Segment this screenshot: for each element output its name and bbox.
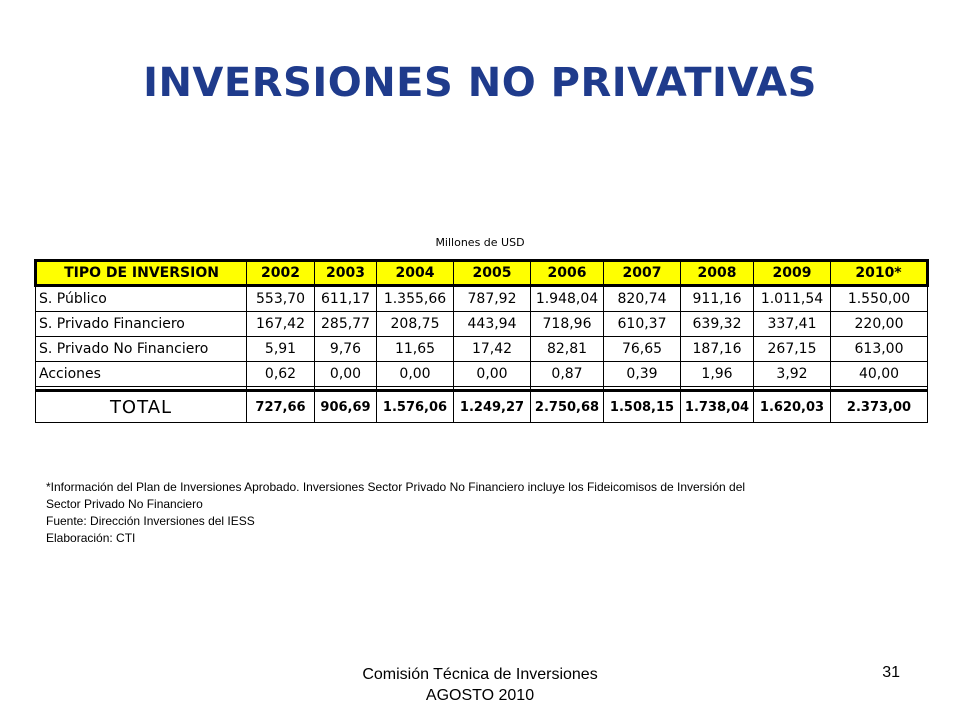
table-cell: 0,00 xyxy=(454,362,531,387)
total-cell: 906,69 xyxy=(315,391,377,423)
header-cell: 2007 xyxy=(604,261,681,286)
total-label: TOTAL xyxy=(36,391,247,423)
footnote-line: *Información del Plan de Inversiones Aprobado. Inversiones Sector Privado No Financiero incluye los Fideicomisos de Inversión del xyxy=(46,480,746,494)
table-cell: 208,75 xyxy=(377,312,454,337)
header-cell: 2002 xyxy=(247,261,315,286)
table-cell: 40,00 xyxy=(831,362,928,387)
table-cell: 911,16 xyxy=(681,286,754,312)
table-cell: 82,81 xyxy=(531,337,604,362)
table-cell: 220,00 xyxy=(831,312,928,337)
table-cell: 0,62 xyxy=(247,362,315,387)
page-number: 31 xyxy=(882,664,900,681)
table-cell: 5,91 xyxy=(247,337,315,362)
table-cell: 167,42 xyxy=(247,312,315,337)
footer-line: Comisión Técnica de Inversiones xyxy=(362,666,598,683)
table-cell: 443,94 xyxy=(454,312,531,337)
table-cell: 187,16 xyxy=(681,337,754,362)
table-cell: 267,15 xyxy=(754,337,831,362)
table-cell: 1,96 xyxy=(681,362,754,387)
table-row xyxy=(36,337,928,362)
units-label: Millones de USD xyxy=(435,236,525,249)
table-cell: 611,17 xyxy=(315,286,377,312)
table-row xyxy=(36,362,928,387)
header-cell: TIPO DE INVERSION xyxy=(36,261,247,286)
table-cell: 553,70 xyxy=(247,286,315,312)
table-cell: 76,65 xyxy=(604,337,681,362)
total-cell: 1.576,06 xyxy=(377,391,454,423)
table-cell: 17,42 xyxy=(454,337,531,362)
slide-footer xyxy=(320,664,640,706)
total-cell: 1.738,04 xyxy=(681,391,754,423)
header-cell: 2006 xyxy=(531,261,604,286)
header-cell: 2005 xyxy=(454,261,531,286)
footnotes xyxy=(46,479,916,547)
total-cell: 1.249,27 xyxy=(454,391,531,423)
footnote-line: Sector Privado No Financiero xyxy=(46,497,203,511)
table-cell: 787,92 xyxy=(454,286,531,312)
source-line: Fuente: Dirección Inversiones del IESS xyxy=(46,514,255,528)
footer-line: AGOSTO 2010 xyxy=(425,687,535,704)
total-cell: 1.620,03 xyxy=(754,391,831,423)
header-cell: 2003 xyxy=(315,261,377,286)
row-label: S. Público xyxy=(36,286,247,312)
table-cell: 613,00 xyxy=(831,337,928,362)
table-cell: 1.355,66 xyxy=(377,286,454,312)
total-cell: 727,66 xyxy=(247,391,315,423)
table-cell: 3,92 xyxy=(754,362,831,387)
table-cell: 11,65 xyxy=(377,337,454,362)
total-cell: 2.750,68 xyxy=(531,391,604,423)
table-cell: 639,32 xyxy=(681,312,754,337)
table-cell: 0,39 xyxy=(604,362,681,387)
table-cell: 610,37 xyxy=(604,312,681,337)
table-row xyxy=(36,286,928,312)
elaboration-line: Elaboración: CTI xyxy=(46,531,136,545)
header-cell: 2008 xyxy=(681,261,754,286)
table-cell: 337,41 xyxy=(754,312,831,337)
table-total-row xyxy=(36,391,928,423)
investments-table xyxy=(34,259,929,423)
total-cell: 2.373,00 xyxy=(831,391,928,423)
slide-title: INVERSIONES NO PRIVATIVAS xyxy=(143,60,817,106)
table-cell: 285,77 xyxy=(315,312,377,337)
table-cell: 1.550,00 xyxy=(831,286,928,312)
row-label: S. Privado Financiero xyxy=(36,312,247,337)
table-cell: 718,96 xyxy=(531,312,604,337)
header-cell: 2009 xyxy=(754,261,831,286)
row-label: Acciones xyxy=(36,362,247,387)
table-cell: 0,00 xyxy=(315,362,377,387)
table-row xyxy=(36,312,928,337)
table-header-row xyxy=(36,261,928,286)
table-cell: 1.011,54 xyxy=(754,286,831,312)
table-cell: 0,00 xyxy=(377,362,454,387)
header-cell: 2004 xyxy=(377,261,454,286)
row-label: S. Privado No Financiero xyxy=(36,337,247,362)
total-cell: 1.508,15 xyxy=(604,391,681,423)
table-cell: 1.948,04 xyxy=(531,286,604,312)
table-cell: 820,74 xyxy=(604,286,681,312)
table-cell: 9,76 xyxy=(315,337,377,362)
header-cell: 2010* xyxy=(831,261,928,286)
table-cell: 0,87 xyxy=(531,362,604,387)
